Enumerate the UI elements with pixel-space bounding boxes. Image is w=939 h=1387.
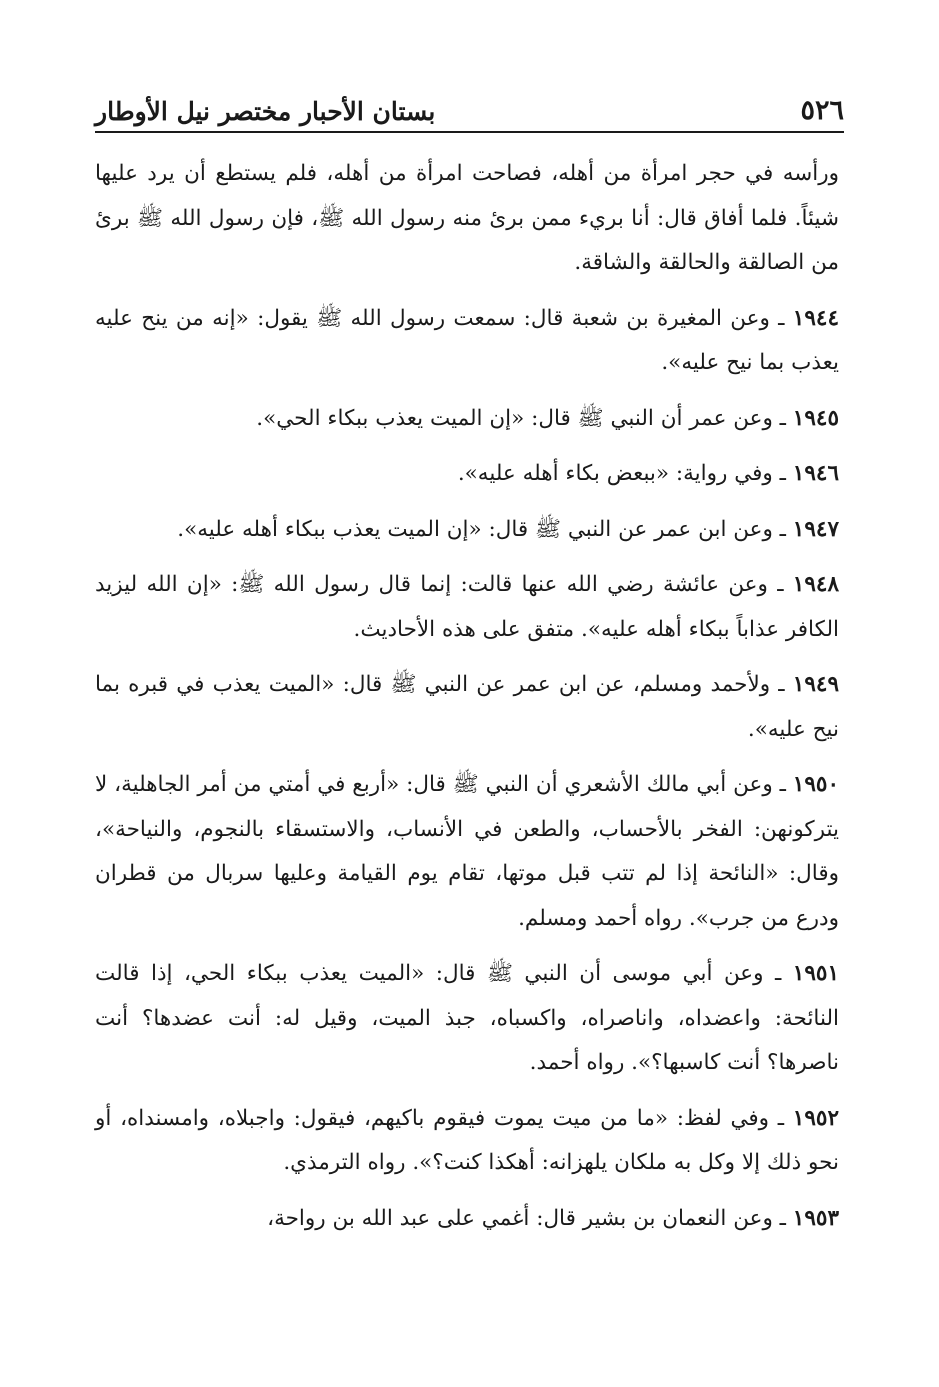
- hadith-number: ١٩٥٢: [792, 1105, 839, 1131]
- page-body: [95, 152, 839, 1252]
- paragraph-continuation: [95, 152, 839, 286]
- hadith-1945: [95, 397, 839, 442]
- hadith-number: ١٩٤٦: [792, 461, 839, 486]
- hadith-1949: [95, 663, 839, 752]
- hadith-text: ـ وفي رواية: «ببعض بكاء أهله عليه».: [457, 461, 793, 486]
- hadith-text: ـ وعن أبي موسى أن النبي ﷺ قال: «الميت يعذب ببكاء الحي، إذا قالت النائحة: واعضداه، واناصراه، واكسباه، جبذ الميت، وقيل له: أنت عضدها؟ أنت ناصرها؟ أنت كاسبها؟». رواه أحمد.: [95, 961, 839, 1075]
- hadith-1951: [95, 952, 839, 1086]
- hadith-text: ـ وعن النعمان بن بشير قال: أغمي على عبد الله بن رواحة،: [267, 1205, 793, 1231]
- hadith-number: ١٩٤٨: [792, 572, 839, 597]
- hadith-number: ١٩٥٠: [792, 772, 839, 797]
- hadith-1952: [95, 1097, 839, 1186]
- hadith-1950: [95, 763, 839, 941]
- running-header: [95, 78, 844, 124]
- hadith-1946: [95, 452, 839, 497]
- hadith-number: ١٩٥١: [792, 961, 839, 986]
- hadith-text: ـ وعن أبي مالك الأشعري أن النبي ﷺ قال: «أربع في أمتي من أمر الجاهلية، لا يتركونهن: الفخر بالأحساب، والطعن في الأنساب، والاستسقاء بالنجوم، والنياحة»، وقال: «النائحة إذا لم تتب قبل موتها، تقام يوم القيامة وعليها سربال من قطران ودرع من جرب». رواه أحمد ومسلم.: [95, 772, 839, 931]
- book-title: بستان الأحبار مختصر نيل الأوطار: [95, 97, 436, 126]
- header-divider: [95, 131, 844, 133]
- hadith-1953: [95, 1197, 839, 1242]
- hadith-text: ـ وفي لفظ: «ما من ميت يموت فيقوم باكيهم، فيقول: واجبلاه، وامسنداه، أو نحو ذلك إلا وكل به ملكان يلهزانه: أهكذا كنت؟». رواه الترمذي.: [95, 1105, 839, 1175]
- hadith-text: ـ وعن عمر أن النبي ﷺ قال: «إن الميت يعذب ببكاء الحي».: [256, 405, 793, 431]
- page-number: ٥٢٦: [800, 95, 844, 126]
- hadith-number: ١٩٤٧: [792, 516, 839, 542]
- hadith-number: ١٩٤٩: [792, 672, 839, 697]
- hadith-number: ١٩٤٥: [792, 405, 839, 431]
- hadith-text: ـ وعن عائشة رضي الله عنها قالت: إنما قال رسول الله ﷺ: «إن الله ليزيد الكافر عذاباً ببكاء أهله عليه». متفق على هذه الأحاديث.: [95, 572, 839, 642]
- hadith-1947: [95, 508, 839, 553]
- hadith-number: ١٩٤٤: [792, 305, 839, 331]
- hadith-1948: [95, 563, 839, 652]
- hadith-1944: [95, 297, 839, 386]
- hadith-text: ـ وعن ابن عمر عن النبي ﷺ قال: «إن الميت يعذب ببكاء أهله عليه».: [177, 516, 793, 542]
- paragraph-text: ورأسه في حجر امرأة من أهله، فصاحت امرأة من أهله، فلم يستطع أن يرد عليها شيئاً. فلما أفاق قال: أنا بريء ممن برئ منه رسول الله ﷺ، فإن رسول الله ﷺ برئ من الصالقة والحالقة والشاقة.: [95, 161, 839, 275]
- hadith-text: ـ ولأحمد ومسلم، عن ابن عمر عن النبي ﷺ قال: «الميت يعذب في قبره بما نيح عليه».: [95, 672, 839, 742]
- hadith-text: ـ وعن المغيرة بن شعبة قال: سمعت رسول الله ﷺ يقول: «إنه من ينح عليه يعذب بما نيح عليه».: [95, 305, 839, 375]
- hadith-number: ١٩٥٣: [792, 1205, 839, 1231]
